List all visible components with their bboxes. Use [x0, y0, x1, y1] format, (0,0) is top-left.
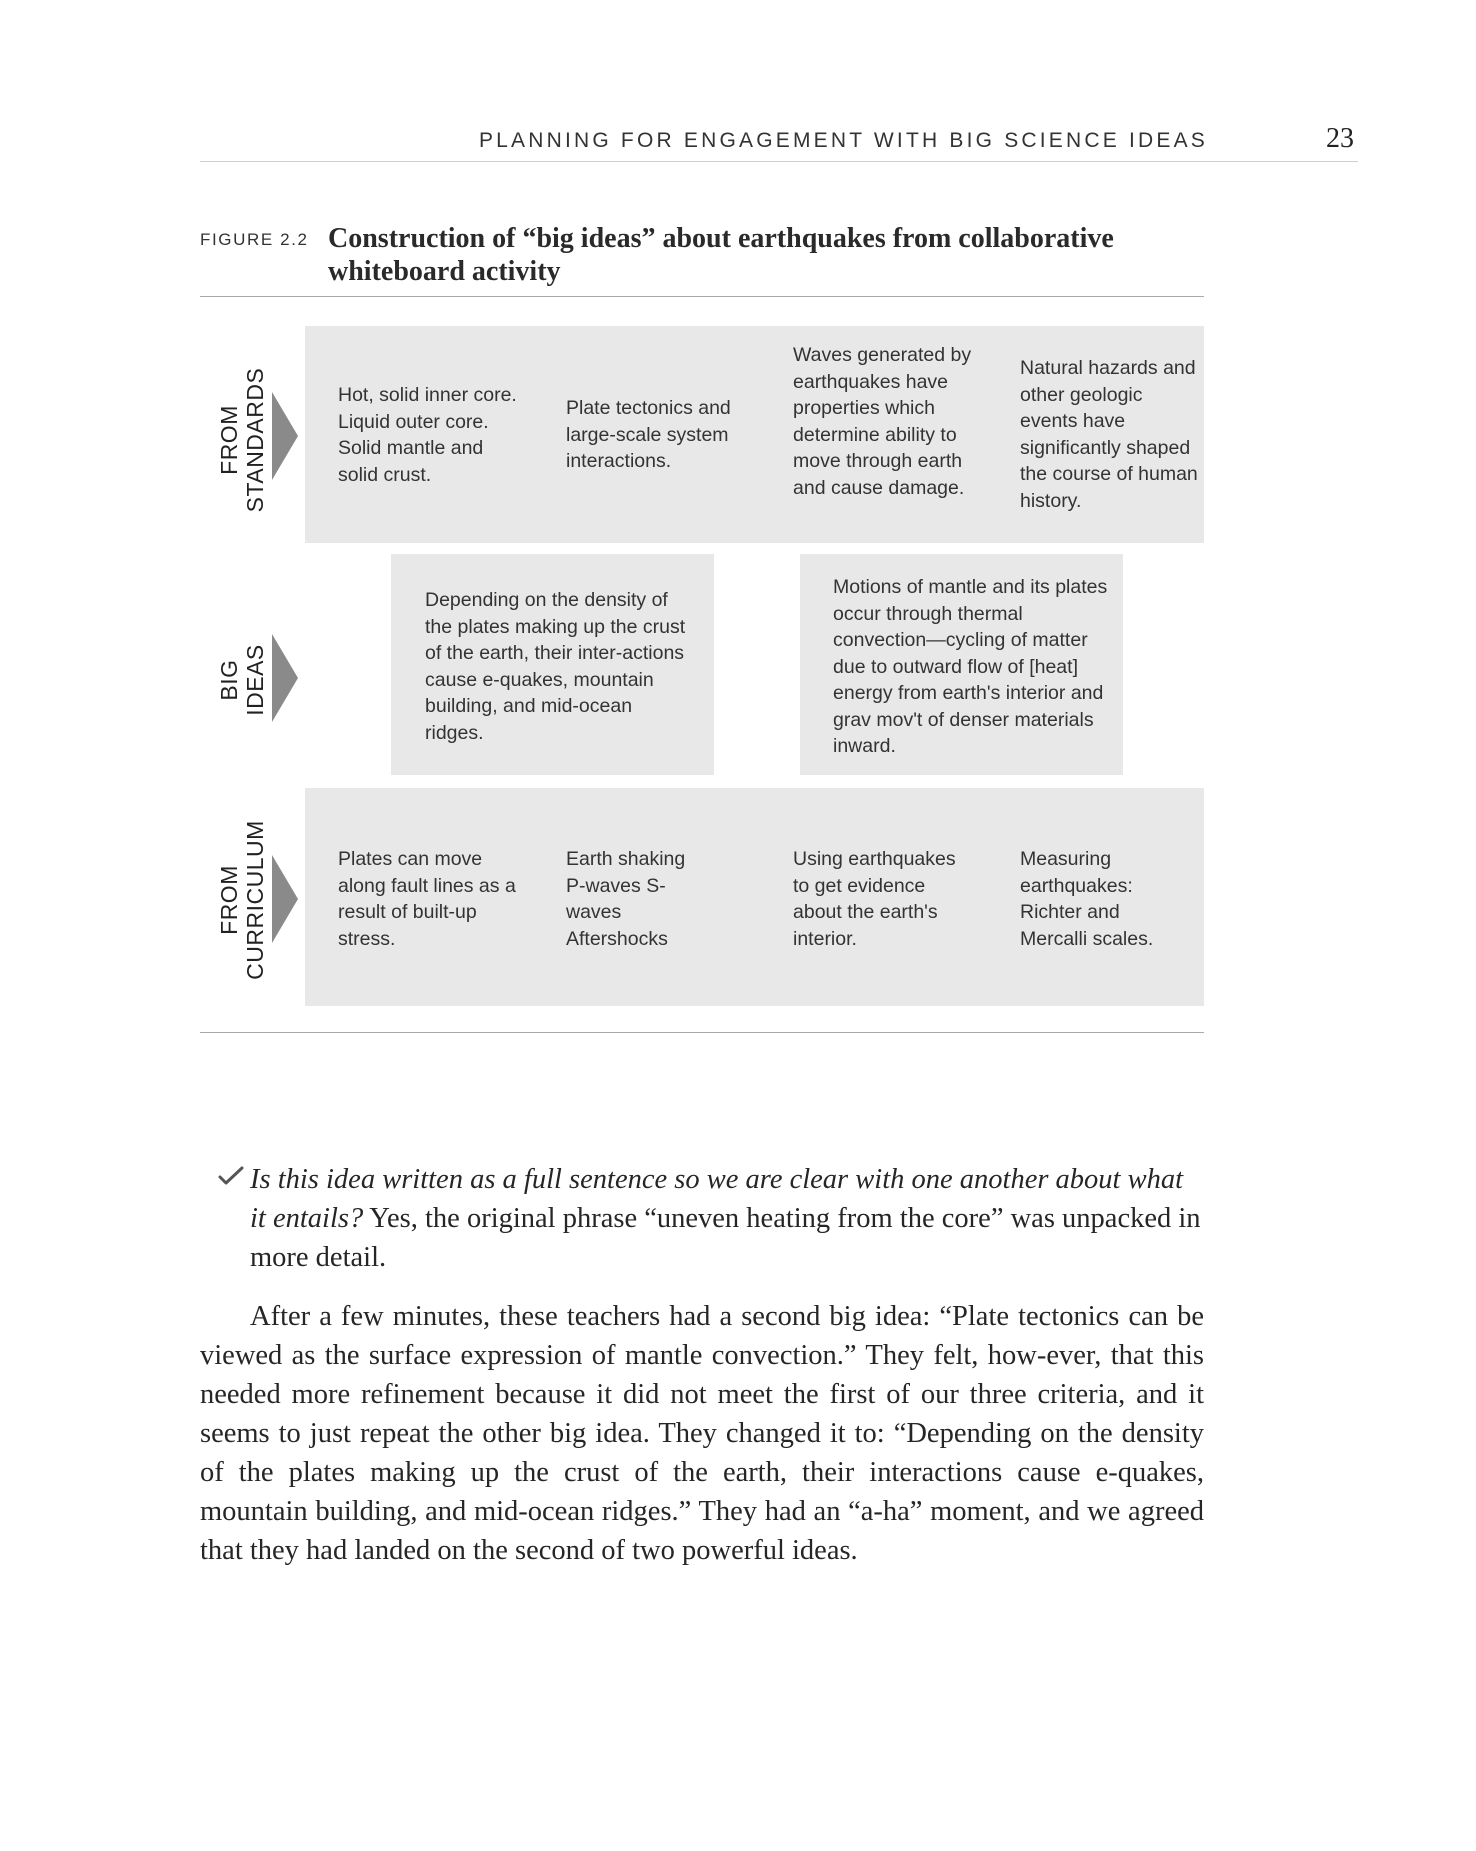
- curriculum-cell: Measuring earthquakes: Richter and Mercalli scales.: [1020, 848, 1154, 950]
- row-label-standards: FROM STANDARDS: [216, 367, 268, 513]
- row-label-big-ideas: BIG IDEAS: [216, 644, 268, 716]
- curriculum-cell: Using earthquakes to get evidence about the earth's interior.: [793, 848, 956, 950]
- arrow-right-icon: [272, 634, 298, 722]
- figure-bottom-rule: [200, 1032, 1204, 1033]
- curriculum-cell: Earth shaking P-waves S-waves Aftershocks: [566, 848, 686, 950]
- standards-cell: Hot, solid inner core. Liquid outer core. Solid mantle and solid crust.: [338, 384, 517, 486]
- checklist-answer: Yes, the original phrase “uneven heating from the core” was unpacked in more detail.: [250, 1203, 1201, 1273]
- row-label-curriculum: FROM CURRICULUM: [216, 820, 268, 980]
- figure-title: Construction of “big ideas” about earthquakes from collaborative whiteboard activity: [328, 223, 1114, 287]
- standards-cell: Plate tectonics and large-scale system interactions.: [566, 397, 731, 472]
- arrow-right-icon: [272, 392, 298, 480]
- check-icon: [218, 1165, 244, 1187]
- curriculum-cell: Plates can move along fault lines as a result of built-up stress.: [338, 848, 516, 950]
- checklist-question: Is this idea written as a full sentence so we are clear with one another about what it entails?: [250, 1164, 1184, 1234]
- checklist-item: [250, 1160, 1204, 1277]
- page-number: 23: [1326, 123, 1354, 154]
- big-idea-cell: Depending on the density of the plates making up the crust of the earth, their inter-actions cause e-quakes, mountain building, and mid-ocean ridges.: [425, 589, 686, 744]
- figure-top-rule: [200, 296, 1204, 297]
- standards-cell: Natural hazards and other geologic events have significantly shaped the course of human history.: [1020, 357, 1198, 512]
- running-head: [200, 125, 1358, 162]
- body-paragraph: After a few minutes, these teachers had a second big idea: “Plate tectonics can be viewed as the surface expression of mantle convection.” They felt, how-ever, that this needed more refinement because it did not meet the first of our three criteria, and it seems to just repeat the other big idea. They changed it to: “Depending on the density of the plates making up the crust of the earth, their interactions cause e-quakes, mountain building, and mid-ocean ridges.” They had an “a-ha” moment, and we agreed that they had landed on the second of two powerful ideas.: [200, 1301, 1204, 1566]
- standards-cell: Waves generated by earthquakes have properties which determine ability to move through earth and cause damage.: [793, 344, 972, 499]
- big-idea-cell: Motions of mantle and its plates occur through thermal convection—cycling of matter due to outward flow of [heat] energy from earth's interior and grav mov't of denser materials inward.: [833, 576, 1108, 757]
- running-title: PLANNING FOR ENGAGEMENT WITH BIG SCIENCE IDEAS: [478, 129, 1208, 152]
- arrow-right-icon: [272, 855, 298, 943]
- figure-label: FIGURE 2.2: [200, 230, 309, 249]
